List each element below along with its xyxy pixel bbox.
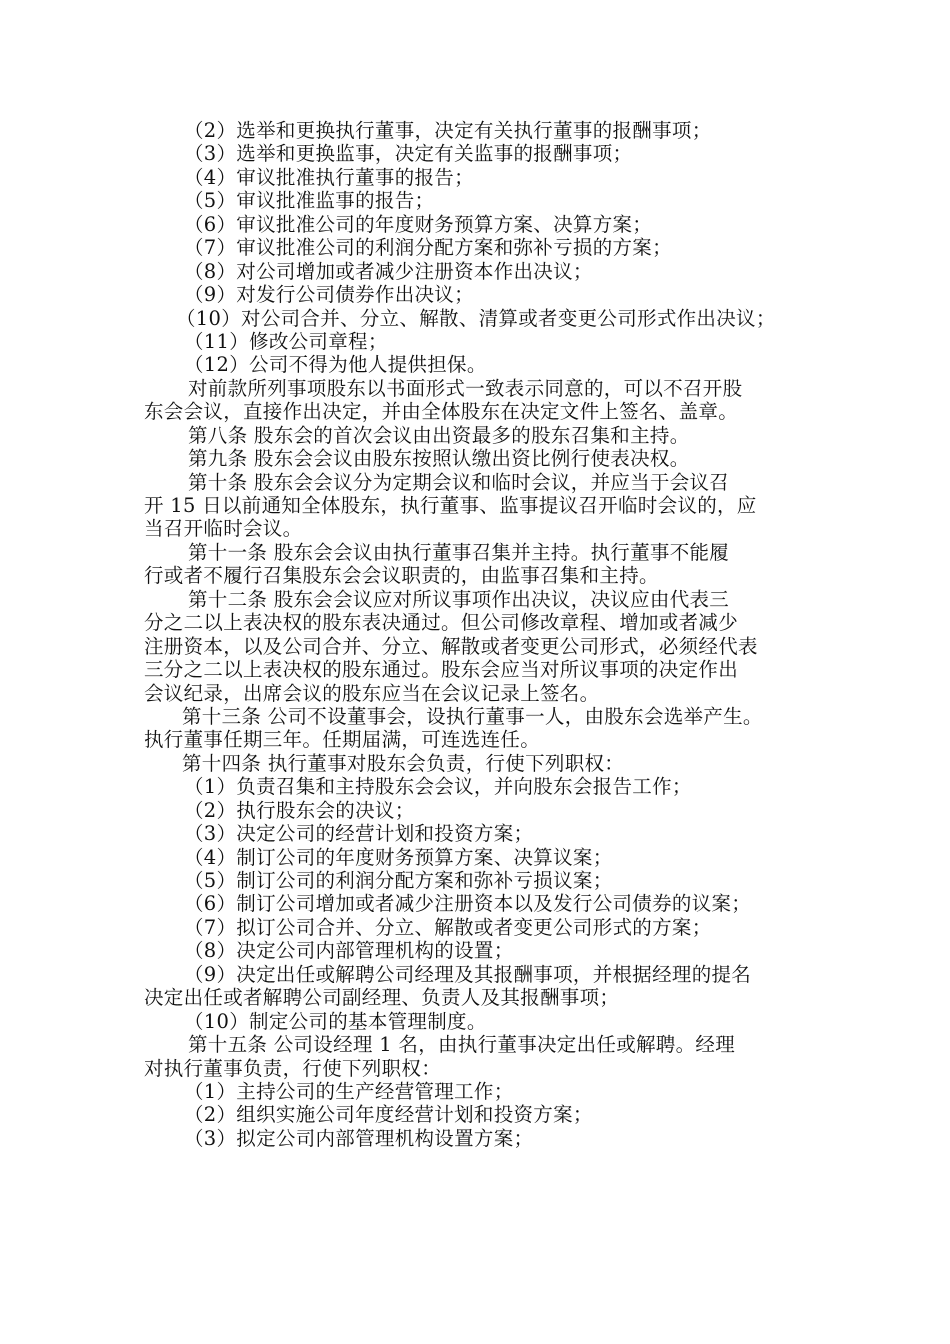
- text-line: （8）对公司增加或者减少注册资本作出决议；: [184, 259, 593, 283]
- article-14: 第十四条 执行董事对股东会负责，行使下列职权：: [182, 751, 625, 775]
- text-line: （9）对发行公司债券作出决议；: [184, 283, 474, 307]
- text-line: （6）审议批准公司的年度财务预算方案、决算方案；: [184, 212, 653, 236]
- article-12: 第十二条 股东会会议应对所议事项作出决议，决议应由代表三: [188, 587, 730, 611]
- article-11: 第十一条 股东会会议由执行董事召集并主持。执行董事不能履: [188, 540, 730, 564]
- text-line: （6）制订公司增加或者减少注册资本以及发行公司债券的议案；: [184, 892, 752, 916]
- text-line: （7）拟订公司合并、分立、解散或者变更公司形式的方案；: [184, 915, 712, 939]
- article-10: 第十条 股东会会议分为定期会议和临时会议，并应当于会议召: [188, 470, 730, 494]
- text-line: （12）公司不得为他人提供担保。: [184, 353, 487, 377]
- text-line: 对执行董事负责，行使下列职权：: [144, 1056, 442, 1080]
- article-8: 第八条 股东会的首次会议由出资最多的股东召集和主持。: [188, 423, 690, 447]
- text-line: （9）决定出任或解聘公司经理及其报酬事项，并根据经理的提名: [184, 962, 752, 986]
- text-line: （3）拟定公司内部管理机构设置方案；: [184, 1126, 534, 1150]
- text-line: （2）组织实施公司年度经营计划和投资方案；: [184, 1103, 593, 1127]
- article-13: 第十三条 公司不设董事会，设执行董事一人，由股东会选举产生。: [182, 704, 763, 728]
- text-line: 东会会议，直接作出决定，并由全体股东在决定文件上签名、盖章。: [144, 400, 739, 424]
- text-line: 三分之二以上表决权的股东通过。股东会应当对所议事项的决定作出: [144, 658, 739, 682]
- article-15: 第十五条 公司设经理 1 名，由执行董事决定出任或解聘。经理: [188, 1033, 736, 1057]
- text-line: （7）审议批准公司的利润分配方案和弥补亏损的方案；: [184, 236, 672, 260]
- text-line: （5）审议批准监事的报告；: [184, 189, 435, 213]
- text-line: 当召开临时会议。: [144, 517, 303, 541]
- text-line: （11）修改公司章程；: [184, 329, 388, 353]
- text-line: （8）决定公司内部管理机构的设置；: [184, 939, 514, 963]
- text-line: （10）对公司合并、分立、解散、清算或者变更公司形式作出决议；: [176, 306, 776, 330]
- text-line: 分之二以上表决权的股东表决通过。但公司修改章程、增加或者减少: [144, 611, 739, 635]
- text-line: （2）执行股东会的决议；: [184, 798, 415, 822]
- text-line: （3）选举和更换监事，决定有关监事的报酬事项；: [184, 142, 633, 166]
- text-line: （5）制订公司的利润分配方案和弥补亏损议案；: [184, 869, 613, 892]
- text-line: 执行董事任期三年。任期届满，可连选连任。: [144, 728, 541, 752]
- text-line: （1）负责召集和主持股东会会议，并向股东会报告工作；: [184, 775, 692, 799]
- article-9: 第九条 股东会会议由股东按照认缴出资比例行使表决权。: [188, 447, 690, 471]
- text-line: 会议纪录，出席会议的股东应当在会议记录上签名。: [144, 681, 600, 705]
- text-line: （3）决定公司的经营计划和投资方案；: [184, 822, 534, 846]
- document-page: [144, 119, 814, 1150]
- text-line: 对前款所列事项股东以书面形式一致表示同意的，可以不召开股: [188, 376, 743, 400]
- text-line: （10）制定公司的基本管理制度。: [184, 1009, 487, 1033]
- text-line: 决定出任或者解聘公司副经理、负责人及其报酬事项；: [144, 986, 620, 1010]
- text-line: （2）选举和更换执行董事，决定有关执行董事的报酬事项；: [184, 119, 712, 142]
- text-line: （1）主持公司的生产经营管理工作；: [184, 1079, 514, 1103]
- text-line: （4）制订公司的年度财务预算方案、决算议案；: [184, 845, 613, 869]
- text-line: （4）审议批准执行董事的报告；: [184, 165, 474, 189]
- text-line: 行或者不履行召集股东会会议职责的，由监事召集和主持。: [144, 564, 659, 588]
- text-line: 开 15 日以前通知全体股东，执行董事、监事提议召开临时会议的，应: [144, 494, 757, 517]
- text-line: 注册资本，以及公司合并、分立、解散或者变更公司形式，必须经代表: [144, 634, 758, 658]
